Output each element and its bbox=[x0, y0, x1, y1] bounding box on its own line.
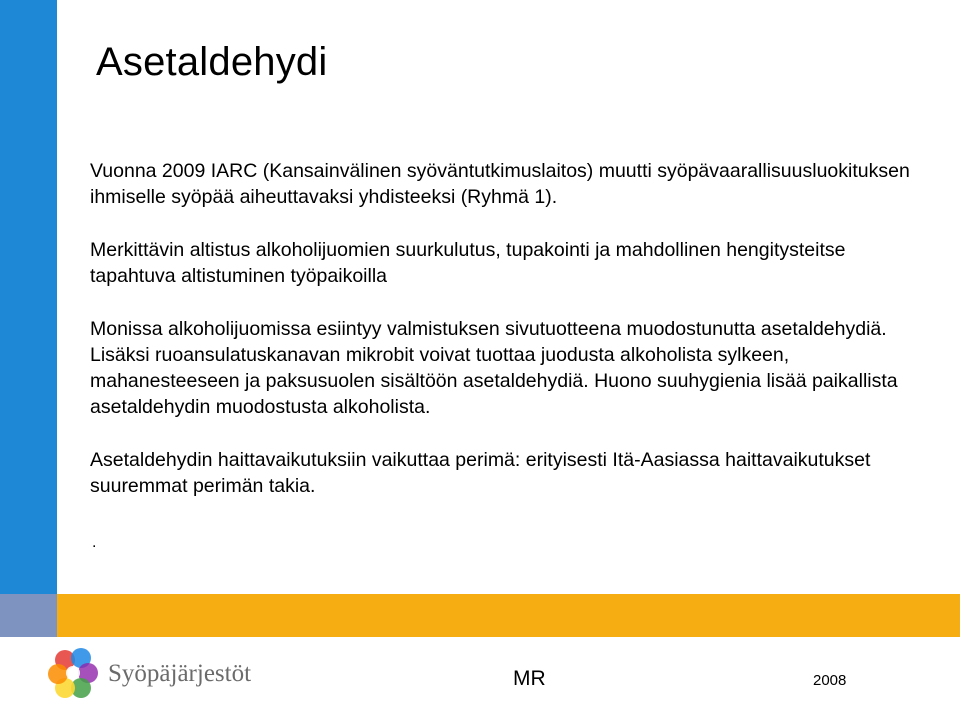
footer-logo bbox=[48, 646, 251, 702]
footer-band bbox=[57, 594, 960, 637]
left-accent-bar-lower bbox=[0, 594, 57, 637]
paragraph-genetics: Asetaldehydin haittavaikutuksiin vaikuttaa perimä: erityisesti Itä-Aasiassa haittavaikutukset suuremmat perimän takia. bbox=[90, 449, 871, 497]
trailing-mark: . bbox=[92, 534, 97, 551]
paragraph-iarc: Vuonna 2009 IARC (Kansainvälinen syöväntutkimuslaitos) muutti syöpävaarallisuusluokituksen ihmiselle syöpää aiheuttavaksi yhdisteeksi (Ryhmä 1). bbox=[90, 160, 910, 208]
footer-year: 2008 bbox=[813, 672, 847, 689]
paragraph-sources: Monissa alkoholijuomissa esiintyy valmistuksen sivutuotteena muodostunutta asetaldehydiä. Lisäksi ruoansulatuskanavan mikrobit voivat tuottaa juodusta alkoholista sylkeen, mahanesteeseen ja paksusuolen sisältöön asetaldehydiä. Huono suuhygienia lisää paikallista asetaldehydin muodostusta alkoholista. bbox=[90, 318, 898, 418]
slide-title: Asetaldehydi bbox=[96, 40, 328, 84]
syopajarjestot-logo-icon bbox=[48, 646, 100, 702]
left-accent-bar bbox=[0, 0, 57, 594]
footer-author: MR bbox=[513, 667, 546, 690]
paragraph-exposure: Merkittävin altistus alkoholijuomien suurkulutus, tupakointi ja mahdollinen hengitysteitse tapahtuva altistuminen työpaikoilla bbox=[90, 239, 846, 287]
logo-text: Syöpäjärjestöt bbox=[108, 660, 252, 687]
slide-body bbox=[90, 158, 930, 526]
